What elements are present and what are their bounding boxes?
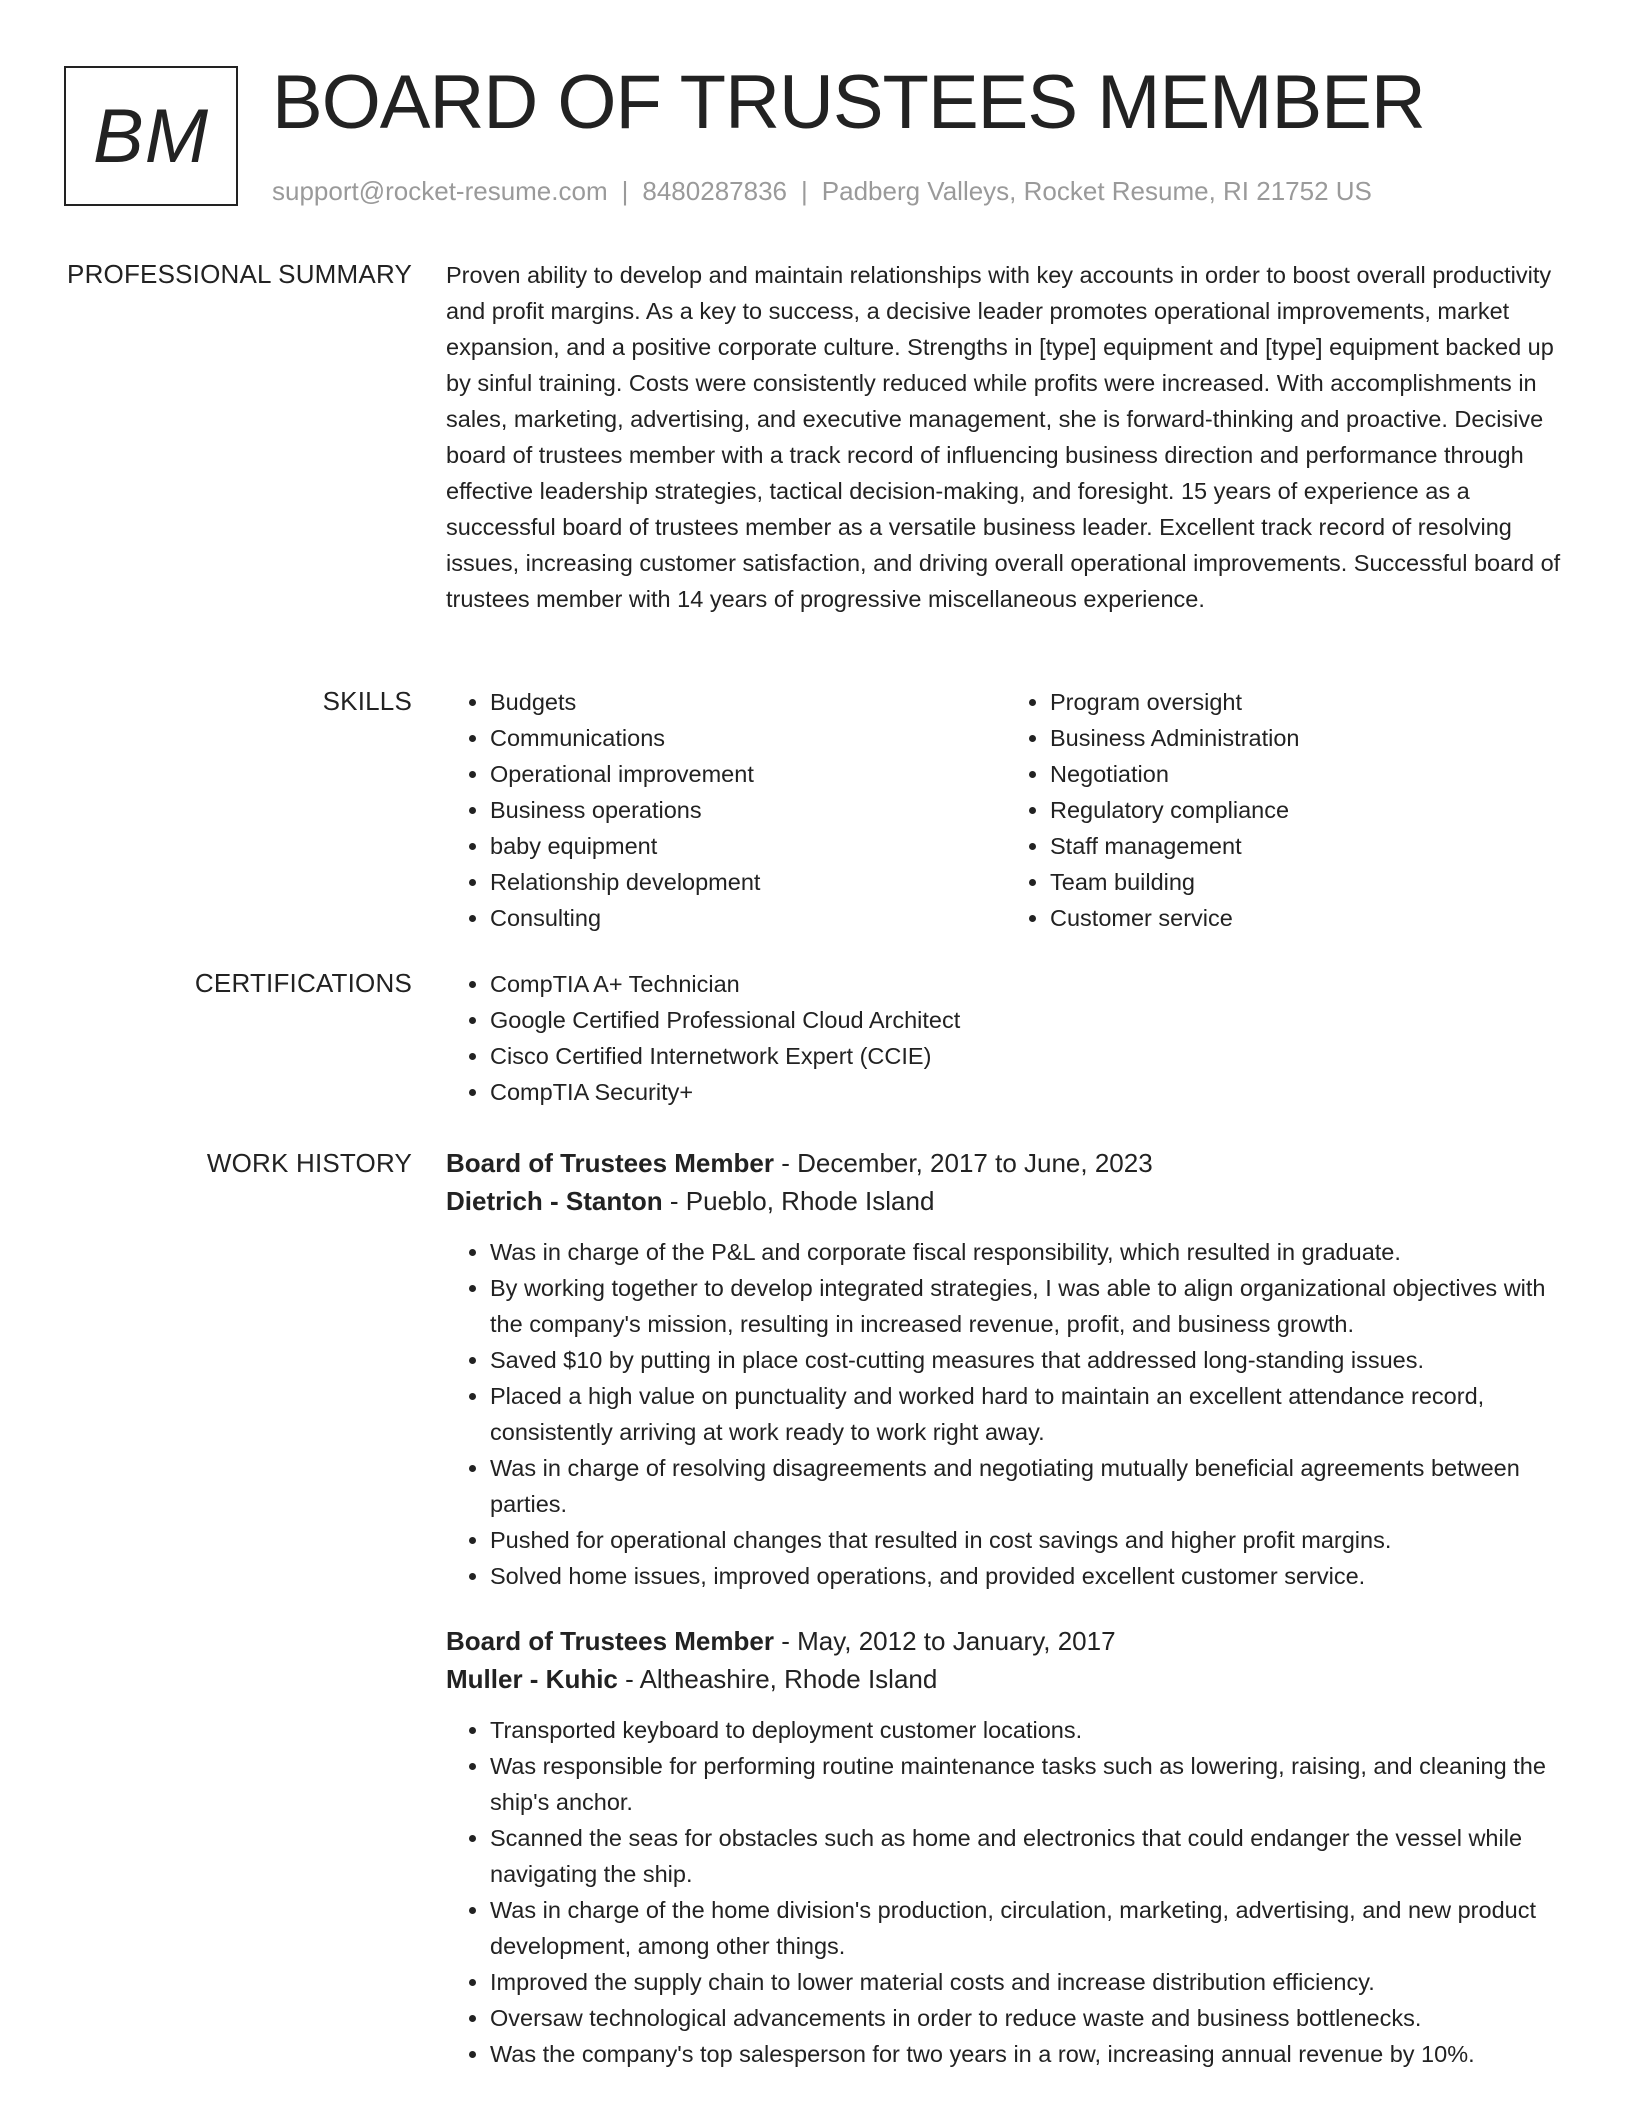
job-bullet: • Was in charge of the home division's production, circulation, marketing, advertising, and new product development, among other things.: [490, 1892, 1566, 1964]
contact-address: Padberg Valleys, Rocket Resume, RI 21752 US: [821, 176, 1372, 206]
job-bullet: • Placed a high value on punctuality and worked hard to maintain an excellent attendance record, consistently arriving at work ready to work right away.: [490, 1378, 1566, 1450]
skills-section: [446, 684, 1566, 936]
certifications-section: [446, 966, 1566, 1110]
job-bullet: • Was responsible for performing routine maintenance tasks such as lowering, raising, and cleaning the ship's anchor.: [490, 1748, 1566, 1820]
job-bullet: • Transported keyboard to deployment customer locations.: [490, 1712, 1566, 1748]
job-bullet: • Pushed for operational changes that resulted in cost savings and higher profit margins.: [490, 1522, 1566, 1558]
job-bullet: • Was the company's top salesperson for two years in a row, increasing annual revenue by 10%.: [490, 2036, 1566, 2072]
job-dates: - May, 2012 to January, 2017: [773, 1626, 1116, 1656]
contact-separator: |: [621, 176, 629, 206]
skill-item: • Communications: [490, 720, 1006, 756]
job-bullet: • Improved the supply chain to lower material costs and increase distribution efficiency.: [490, 1964, 1566, 2000]
job-location: - Pueblo, Rhode Island: [662, 1186, 935, 1216]
certification-item: • Google Certified Professional Cloud Architect: [490, 1002, 1566, 1038]
job-location: - Altheashire, Rhode Island: [617, 1664, 938, 1694]
job-dates: - December, 2017 to June, 2023: [773, 1148, 1153, 1178]
job-company-line: [446, 1182, 1566, 1220]
work-history-section: [446, 1144, 1566, 2072]
job-company: Muller - Kuhic: [446, 1664, 618, 1694]
job-company: Dietrich - Stanton: [446, 1186, 663, 1216]
skill-item: • Business operations: [490, 792, 1006, 828]
job-bullet: • By working together to develop integrated strategies, I was able to align organizational objectives with the company's mission, resulting in increased revenue, profit, and business growth.: [490, 1270, 1566, 1342]
contact-separator: |: [801, 176, 808, 206]
summary-section: [446, 257, 1566, 617]
resume-title: BOARD OF TRUSTEES MEMBER: [272, 60, 1425, 145]
skills-list-left: [446, 684, 1006, 936]
skill-item: • Consulting: [490, 900, 1006, 936]
job-title: Board of Trustees Member: [446, 1626, 774, 1656]
job-bullets: [446, 1712, 1566, 2072]
job-bullet: • Oversaw technological advancements in order to reduce waste and business bottlenecks.: [490, 2000, 1566, 2036]
skill-item: • Relationship development: [490, 864, 1006, 900]
skill-item: • Program oversight: [1050, 684, 1566, 720]
certification-item: • CompTIA Security+: [490, 1074, 1566, 1110]
job-bullets: [446, 1234, 1566, 1594]
skill-item: • Customer service: [1050, 900, 1566, 936]
job-bullet: • Saved $10 by putting in place cost-cutting measures that addressed long-standing issues.: [490, 1342, 1566, 1378]
skill-item: • Budgets: [490, 684, 1006, 720]
skill-item: • Regulatory compliance: [1050, 792, 1566, 828]
skill-item: • Negotiation: [1050, 756, 1566, 792]
skill-item: • Business Administration: [1050, 720, 1566, 756]
contact-phone[interactable]: 8480287836: [642, 176, 787, 206]
job-bullet: • Scanned the seas for obstacles such as home and electronics that could endanger the vessel while navigating the ship.: [490, 1820, 1566, 1892]
certification-item: • Cisco Certified Internetwork Expert (CCIE): [490, 1038, 1566, 1074]
job-bullet: • Was in charge of resolving disagreements and negotiating mutually beneficial agreements between parties.: [490, 1450, 1566, 1522]
job-title: Board of Trustees Member: [446, 1148, 774, 1178]
certification-item: • CompTIA A+ Technician: [490, 966, 1566, 1002]
skill-item: • Operational improvement: [490, 756, 1006, 792]
monogram-logo: BM: [64, 66, 238, 206]
skill-item: • Staff management: [1050, 828, 1566, 864]
skills-section-label: SKILLS: [322, 686, 412, 716]
contact-line: [272, 175, 1372, 207]
job-entry: [446, 1144, 1566, 1594]
skill-item: • baby equipment: [490, 828, 1006, 864]
certifications-section-label: CERTIFICATIONS: [194, 968, 412, 998]
skills-list-right: [1006, 684, 1566, 936]
summary-text: Proven ability to develop and maintain relationships with key accounts in order to boost overall productivity and profit margins. As a key to success, a decisive leader promotes operational improvements, market expansion, and a positive corporate culture. Strengths in [type] equipment and [type] equipment backed up by sinful training. Costs were consistently reduced while profits were increased. With accomplishments in sales, marketing, advertising, and executive management, she is forward-thinking and proactive. Decisive board of trustees member with a track record of influencing business direction and performance through effective leadership strategies, tactical decision-making, and foresight. 15 years of experience as a successful board of trustees member as a versatile business leader. Excellent track record of resolving issues, increasing customer satisfaction, and driving overall operational improvements. Successful board of trustees member with 14 years of progressive miscellaneous experience.: [446, 262, 1561, 612]
work-history-section-label: WORK HISTORY: [206, 1148, 412, 1178]
job-bullet: • Was in charge of the P&L and corporate fiscal responsibility, which resulted in graduate.: [490, 1234, 1566, 1270]
job-title-line: [446, 1622, 1566, 1660]
job-company-line: [446, 1660, 1566, 1698]
summary-section-label: PROFESSIONAL SUMMARY: [67, 259, 412, 289]
job-entry: [446, 1622, 1566, 2072]
skill-item: • Team building: [1050, 864, 1566, 900]
job-title-line: [446, 1144, 1566, 1182]
job-bullet: • Solved home issues, improved operations, and provided excellent customer service.: [490, 1558, 1566, 1594]
certifications-list: [446, 966, 1566, 1110]
contact-email[interactable]: support@rocket-resume.com: [272, 176, 608, 206]
